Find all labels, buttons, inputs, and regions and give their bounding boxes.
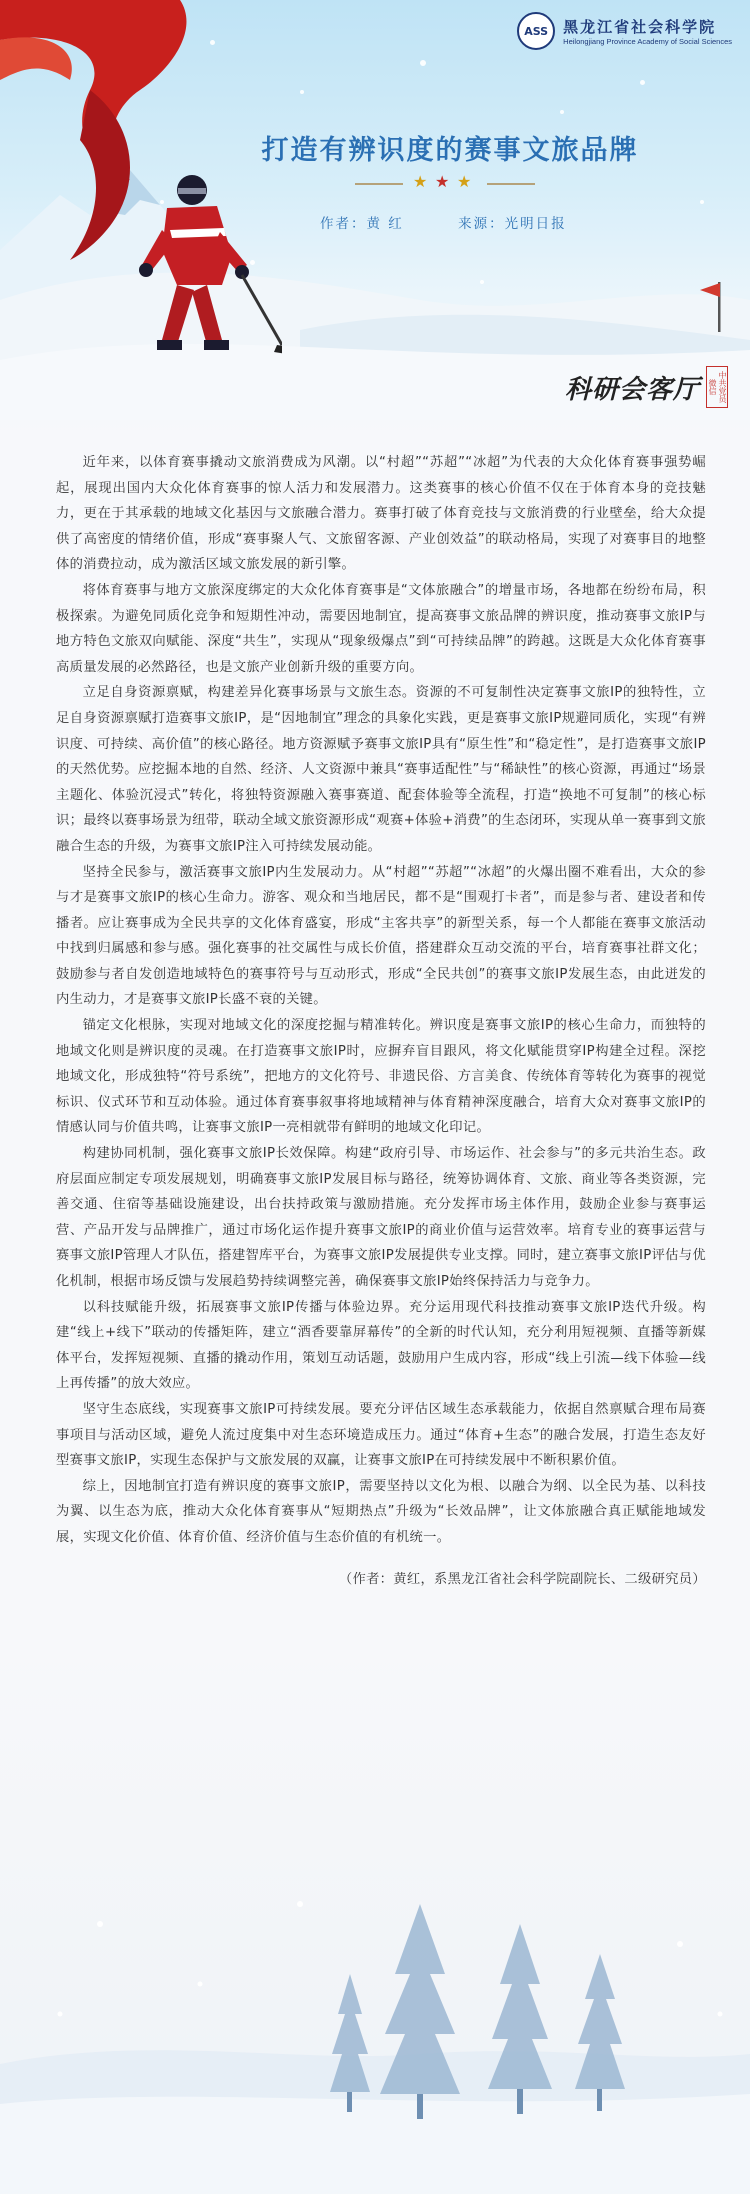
org-name-en: Heilongjiang Province Academy of Social Sciences	[563, 37, 732, 46]
paragraph: 立足自身资源禀赋，构建差异化赛事场景与文旅生态。资源的不可复制性决定赛事文旅IP的独特性，立足自身资源禀赋打造赛事文旅IP，是“因地制宜”理念的具象化实践，更是赛事文旅IP规避同质化，实现“有辨识度、可持续、高价值”的核心路径。地方资源赋予赛事文旅IP具有“原生性”和“稳定性”，是打造赛事文旅IP的天然优势。应挖掘本地的自然、经济、人文资源中兼具“赛事适配性”与“稀缺性”的核心资源，再通过“场景主题化、体验沉浸式”转化，将独特资源融入赛事赛道、配套体验等全流程，打造“换地不可复制”的核心标识；最终以赛事场景为纽带，联动全域文旅资源形成“观赛+体验+消费”的生态闭环，实现从单一赛事到文旅融合生态的升级，为赛事文旅IP注入可持续发展动能。	[56, 685, 706, 854]
column-name: 科研会客厅	[564, 374, 700, 405]
article-body	[56, 450, 706, 1592]
paragraph: 坚持全民参与，激活赛事文旅IP内生发展动力。从“村超”“苏超”“冰超”的火爆出圈不难看出，大众的参与才是赛事文旅IP的核心生命力。游客、观众和当地居民，都不是“围观打卡者”，而是参与者、建设者和传播者。应让赛事成为全民共享的文化体育盛宴，形成“主客共享”的新型关系，每一个人都能在赛事文旅活动中找到归属感和参与感。强化赛事的社交属性与成长价值，搭建群众互动交流的平台，培育赛事社群文化；鼓励参与者自发创造地域特色的赛事符号与互动形式，形成“全民共创”的赛事文旅IP发展生态，由此迸发的内生动力，才是赛事文旅IP长盛不衰的关键。	[56, 864, 706, 1008]
divider-line-right	[487, 183, 535, 185]
byline	[320, 212, 615, 232]
paragraph: 构建协同机制，强化赛事文旅IP长效保障。构建“政府引导、市场运作、社会参与”的多元共治生态。政府层面应制定专项发展规划，明确赛事文旅IP发展目标与路径，统筹协调体育、文旅、商业等各类资源，完善交通、住宿等基础设施建设，出台扶持政策与激励措施。充分发挥市场主体作用，鼓励企业参与赛事运营、产品开发与品牌推广，通过市场化运作提升赛事文旅IP的商业价值与运营效率。培育专业的赛事运营与赛事文旅IP管理人才队伍，搭建智库平台，为赛事文旅IP发展提供专业支撑。同时，建立赛事文旅IP评估与优化机制，根据市场反馈与发展趋势持续调整完善，确保赛事文旅IP始终保持活力与竞争力。	[56, 1146, 706, 1289]
source-label: 来源：光明日报	[458, 216, 567, 232]
divider-line-left	[355, 183, 403, 185]
paragraph: 将体育赛事与地方文旅深度绑定的大众化体育赛事是“文体旅融合”的增量市场，各地都在纷纷布局，积极探索。为避免同质化竞争和短期性冲动，需要因地制宜，提高赛事文旅品牌的辨识度，推动赛事文旅IP与地方特色文旅双向赋能、深度“共生”，实现从“现象级爆点”到“可持续品牌”的跨越。这既是大众化体育赛事高质量发展的必然路径，也是文旅产业创新升级的重要方向。	[56, 582, 706, 675]
paragraph: 坚守生态底线，实现赛事文旅IP可持续发展。要充分评估区域生态承载能力，依据自然禀赋合理布局赛事项目与活动区域，避免人流过度集中对生态环境造成压力。通过“体育+生态”的融合发展，打造生态友好型赛事文旅IP，实现生态保护与文旅发展的双赢，让赛事文旅IP在可持续发展中不断积累价值。	[56, 1401, 706, 1469]
paragraph: 锚定文化根脉，实现对地域文化的深度挖掘与精准转化。辨识度是赛事文旅IP的核心生命力，而独特的地域文化则是辨识度的灵魂。在打造赛事文旅IP时，应摒弃盲目跟风，将文化赋能贯穿IP构建全过程。深挖地域文化，形成独特“符号系统”，把地方的文化符号、非遗民俗、方言美食、传统体育等转化为赛事的视觉标识、仪式环节和互动体验。通过体育赛事叙事将地域精神与体育精神深度融合，培育大众对赛事文旅IP的情感认同与价值共鸣，让赛事文旅IP一亮相就带有鲜明的地域文化印记。	[56, 1018, 706, 1136]
star-icon: ★	[413, 172, 428, 191]
header-banner	[0, 0, 750, 420]
paragraph: 近年来，以体育赛事撬动文旅消费成为风潮。以“村超”“苏超”“冰超”为代表的大众化体育赛事强势崛起，展现出国内大众化体育赛事的惊人活力和发展潜力。这类赛事的核心价值不仅在于体育本身的竞技魅力，更在于其承载的地域文化基因与文旅融合潜力。赛事打破了体育竞技与文旅消费的行业壁垒，给大众提供了高密度的情绪价值，形成“赛事聚人气、文旅留客源、产业创效益”的联动格局，实现了对赛事目的地整体的消费拉动，成为激活区域文旅发展的新引擎。	[56, 455, 706, 573]
org-name-cn: 黑龙江省社会科学院	[563, 18, 717, 36]
column-tag	[565, 366, 728, 408]
winter-trees-illustration	[0, 1864, 750, 2194]
organization-name	[563, 16, 732, 46]
paragraph: 以科技赋能升级，拓展赛事文旅IP传播与体验边界。充分运用现代科技推动赛事文旅IP迭代升级。构建“线上+线下”联动的传播矩阵，建立“酒香要靠屏幕传”的全新的时代认知，充分利用短视频、直播等新媒体平台，发挥短视频、直播的撬动作用，策划互动话题，鼓励用户生成内容，形成“线上引流—线下体验—线上再传播”的放大效应。	[56, 1299, 706, 1392]
hockey-player-illustration	[82, 170, 282, 390]
organization-header	[517, 12, 732, 50]
paragraph: 综上，因地制宜打造有辨识度的赛事文旅IP，需要坚持以文化为根、以融合为纲、以全民为基、以科技为翼、以生态为底，推动大众化体育赛事从“短期热点”升级为“长效品牌”，让文体旅融合真正赋能地域发展，实现文化价值、体育价值、经济价值与生态价值的有机统一。	[56, 1478, 706, 1545]
academy-logo-icon: ASS	[517, 12, 555, 50]
red-seal-stamp: 中共党员 微信	[706, 366, 728, 408]
star-icon: ★	[435, 172, 450, 191]
author-note: （作者：黄红，系黑龙江省社会科学院副院长、二级研究员）	[338, 1571, 706, 1587]
article-title: 打造有辨识度的赛事文旅品牌	[261, 135, 639, 166]
author-label: 作者：黄 红	[320, 216, 404, 232]
title-divider	[355, 172, 545, 193]
star-icon: ★	[457, 172, 472, 191]
